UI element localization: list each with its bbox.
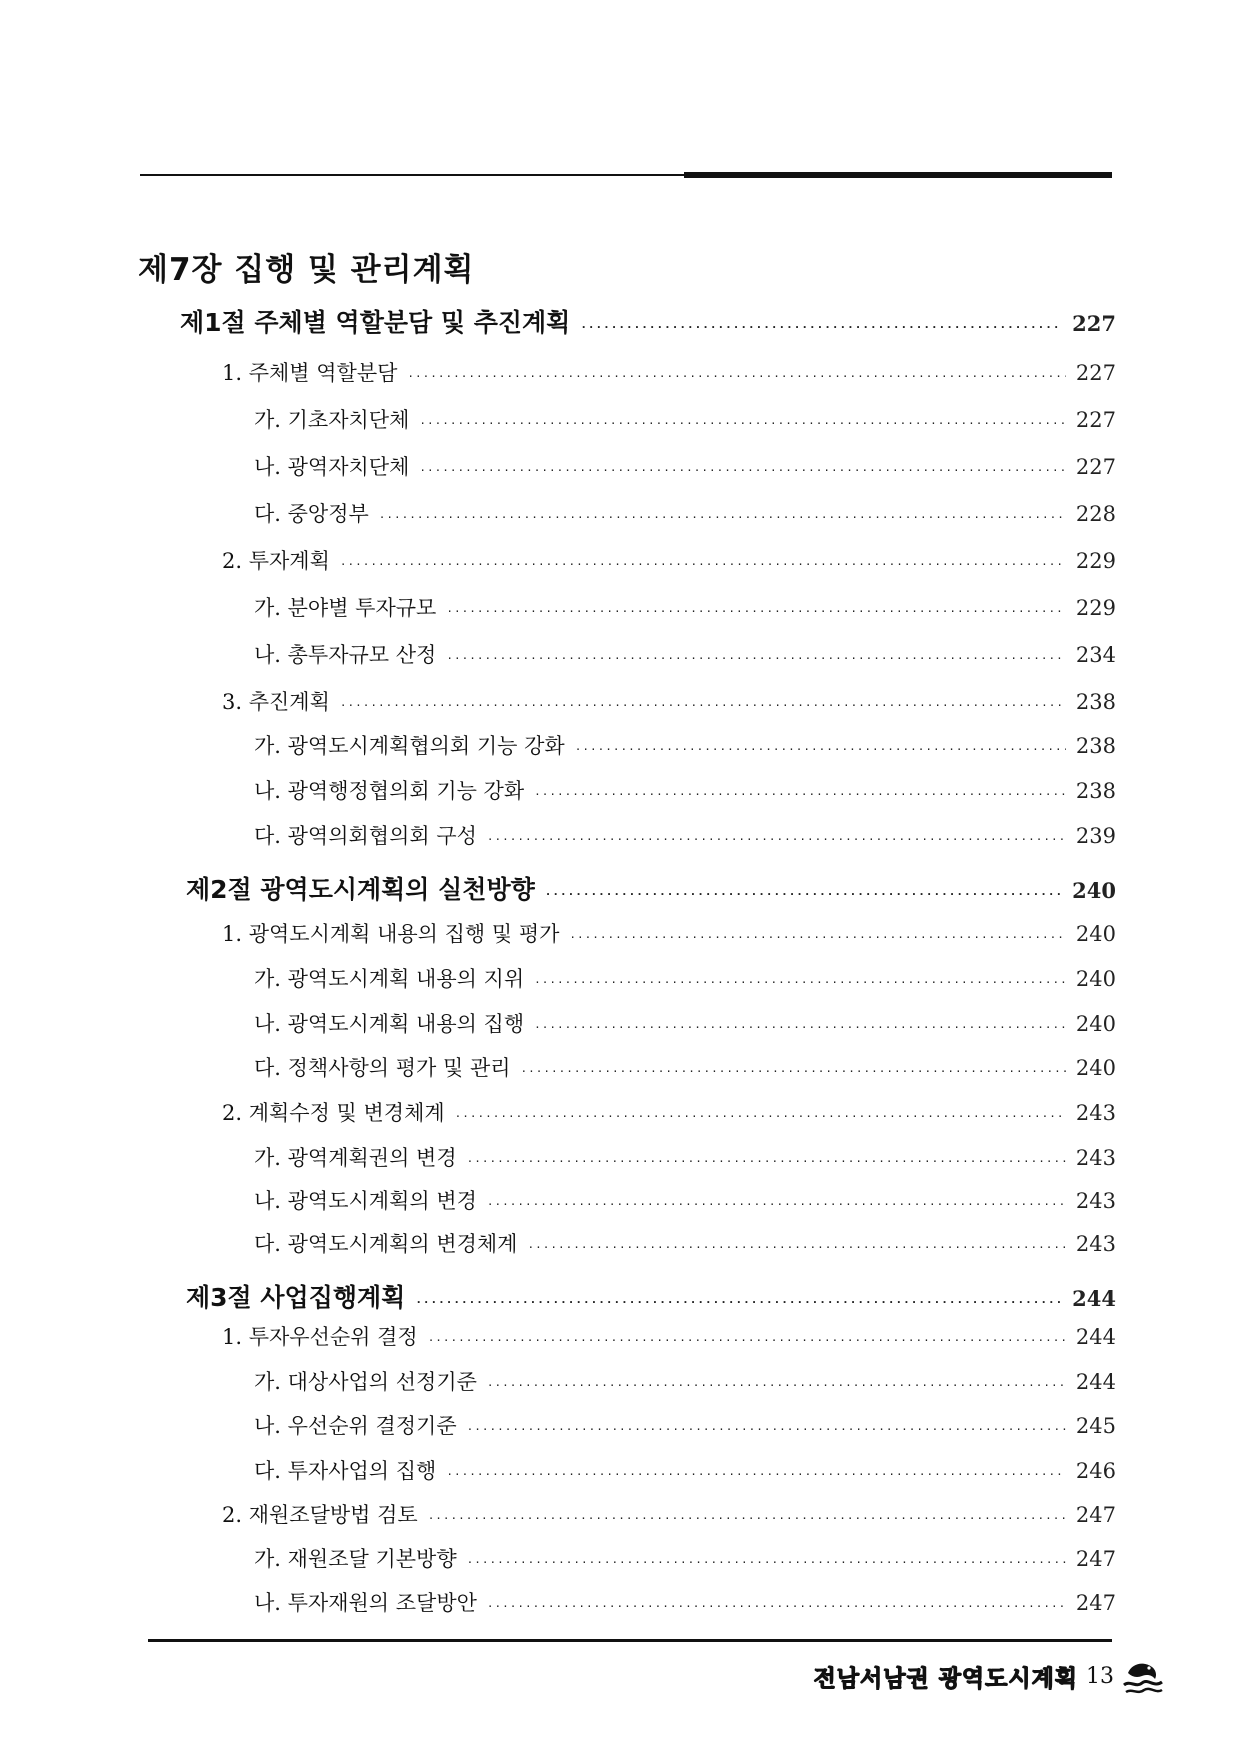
toc-page-number: 229 (1075, 549, 1116, 573)
dot-leader (428, 1334, 1066, 1347)
top-rule-accent (684, 172, 1112, 178)
toc-subitem (254, 592, 1116, 622)
dot-leader (580, 321, 1062, 334)
dot-leader (569, 931, 1065, 944)
toc-subitem (254, 1543, 1116, 1573)
dot-leader (407, 370, 1066, 383)
dot-leader (487, 1379, 1066, 1392)
dot-leader (340, 699, 1066, 712)
toc-page-number: 234 (1075, 643, 1116, 667)
toc-page-number: 243 (1075, 1146, 1116, 1170)
toc-page-number: 227 (1072, 311, 1116, 336)
dot-leader (487, 1600, 1066, 1613)
toc-entry-text: 나. 투자재원의 조달방안 (254, 1591, 477, 1615)
toc-page-number: 247 (1075, 1503, 1116, 1527)
toc-section-1 (180, 303, 1116, 339)
toc-subitem (254, 1366, 1116, 1396)
toc-page-number: 238 (1075, 690, 1116, 714)
toc-page-number: 243 (1075, 1232, 1116, 1256)
toc-entry-text: 나. 광역자치단체 (254, 455, 410, 479)
toc-subitem (254, 498, 1116, 528)
toc-page-number: 247 (1075, 1591, 1116, 1615)
toc-entry-text: 제3절 사업집행계획 (186, 1283, 406, 1312)
toc-page-number: 239 (1075, 824, 1116, 848)
toc-subitem (254, 1008, 1116, 1038)
toc-page-number: 240 (1075, 1012, 1116, 1036)
toc-page-number: 240 (1075, 922, 1116, 946)
toc-page-number: 240 (1075, 967, 1116, 991)
toc-subitem (254, 451, 1116, 481)
toc-page-number: 240 (1072, 878, 1116, 903)
page-number: 13 (1086, 1663, 1114, 1689)
dolphin-wave-logo-icon (1122, 1655, 1164, 1697)
toc-subitem (254, 1142, 1116, 1172)
toc-page-number: 243 (1075, 1189, 1116, 1213)
toc-subitem (254, 1228, 1116, 1258)
chapter-title: 제7장 집행 및 관리계획 (138, 252, 475, 288)
toc-entry-text: 2. 투자계획 (222, 549, 330, 573)
toc-item (222, 1097, 1116, 1127)
toc-entry-text: 2. 재원조달방법 검토 (222, 1503, 418, 1527)
toc-entry-text: 다. 광역도시계획의 변경체계 (254, 1232, 518, 1256)
toc-subitem (254, 963, 1116, 993)
toc-entry-text: 다. 중앙정부 (254, 502, 369, 526)
toc-page-number: 243 (1075, 1101, 1116, 1125)
toc-subitem (254, 1587, 1116, 1617)
dot-leader (446, 652, 1066, 665)
dot-leader (419, 464, 1066, 477)
toc-entry-text: 다. 정책사항의 평가 및 관리 (254, 1056, 511, 1080)
dot-leader (379, 511, 1066, 524)
toc-subitem (254, 639, 1116, 669)
toc-entry-text: 가. 기초자치단체 (254, 408, 410, 432)
dot-leader (419, 417, 1066, 430)
toc-entry-text: 2. 계획수정 및 변경체계 (222, 1101, 445, 1125)
dot-leader (340, 558, 1066, 571)
toc-entry-text: 가. 광역계획권의 변경 (254, 1146, 457, 1170)
toc-item (222, 918, 1116, 948)
toc-page-number: 238 (1075, 779, 1116, 803)
toc-entry-text: 가. 광역도시계획협의회 기능 강화 (254, 734, 565, 758)
page-footer (814, 1655, 1164, 1697)
toc-page-number: 229 (1075, 596, 1116, 620)
toc-entry-text: 나. 광역행정협의회 기능 강화 (254, 779, 525, 803)
dot-leader (521, 1065, 1066, 1078)
toc-page-number: 227 (1075, 408, 1116, 432)
dot-leader (534, 788, 1066, 801)
dot-leader (545, 888, 1062, 901)
toc-page-number: 240 (1075, 1056, 1116, 1080)
toc-subitem (254, 775, 1116, 805)
dot-leader (455, 1110, 1066, 1123)
toc-entry-text: 1. 투자우선순위 결정 (222, 1325, 418, 1349)
toc-subitem (254, 1410, 1116, 1440)
toc-page-number: 247 (1075, 1547, 1116, 1571)
toc-item (222, 1499, 1116, 1529)
dot-leader (487, 1198, 1066, 1211)
toc-page-number: 246 (1075, 1459, 1116, 1483)
dot-leader (534, 976, 1066, 989)
dot-leader (428, 1512, 1066, 1525)
toc-item (222, 357, 1116, 387)
toc-subitem (254, 1455, 1116, 1485)
toc-page-number: 245 (1075, 1414, 1116, 1438)
toc-entry-text: 다. 광역의회협의회 구성 (254, 824, 477, 848)
dot-leader (467, 1155, 1066, 1168)
toc-page-number: 244 (1072, 1286, 1116, 1311)
toc-entry-text: 다. 투자사업의 집행 (254, 1459, 437, 1483)
toc-entry-text: 1. 광역도시계획 내용의 집행 및 평가 (222, 922, 560, 946)
toc-subitem (254, 1052, 1116, 1082)
dot-leader (446, 1468, 1066, 1481)
toc-entry-text: 3. 추진계획 (222, 690, 330, 714)
toc-entry-text: 가. 분야별 투자규모 (254, 596, 437, 620)
toc-page-number: 244 (1075, 1370, 1116, 1394)
toc-entry-text: 제1절 주체별 역할분담 및 추진계획 (180, 308, 571, 337)
dot-leader (415, 1296, 1062, 1309)
dot-leader (467, 1556, 1066, 1569)
dot-leader (575, 743, 1066, 756)
dot-leader (527, 1241, 1065, 1254)
toc-page-number: 238 (1075, 734, 1116, 758)
footer-title: 전남서남권 광역도시계획 (813, 1665, 1078, 1692)
toc-page-number: 244 (1075, 1325, 1116, 1349)
toc-entry-text: 나. 광역도시계획의 변경 (254, 1189, 477, 1213)
toc-item (222, 1321, 1116, 1351)
dot-leader (487, 833, 1066, 846)
dot-leader (467, 1423, 1066, 1436)
dot-leader (534, 1021, 1066, 1034)
toc-subitem (254, 404, 1116, 434)
toc-entry-text: 가. 광역도시계획 내용의 지위 (254, 967, 525, 991)
toc-page-number: 228 (1075, 502, 1116, 526)
toc-section-3 (186, 1278, 1116, 1314)
toc-page-number: 227 (1075, 361, 1116, 385)
toc-section-2 (186, 870, 1116, 906)
toc-item (222, 686, 1116, 716)
toc-entry-text: 가. 대상사업의 선정기준 (254, 1370, 477, 1394)
toc-page-number: 227 (1075, 455, 1116, 479)
toc-entry-text: 가. 재원조달 기본방향 (254, 1547, 457, 1571)
toc-entry-text: 제2절 광역도시계획의 실천방향 (186, 875, 535, 904)
toc-subitem (254, 820, 1116, 850)
toc-entry-text: 나. 광역도시계획 내용의 집행 (254, 1012, 525, 1036)
toc-entry-text: 나. 우선순위 결정기준 (254, 1414, 457, 1438)
toc-entry-text: 1. 주체별 역할분담 (222, 361, 398, 385)
toc-subitem (254, 730, 1116, 760)
toc-subitem (254, 1185, 1116, 1215)
toc-item (222, 545, 1116, 575)
dot-leader (446, 605, 1066, 618)
toc-entry-text: 나. 총투자규모 산정 (254, 643, 437, 667)
bottom-rule (148, 1639, 1112, 1642)
